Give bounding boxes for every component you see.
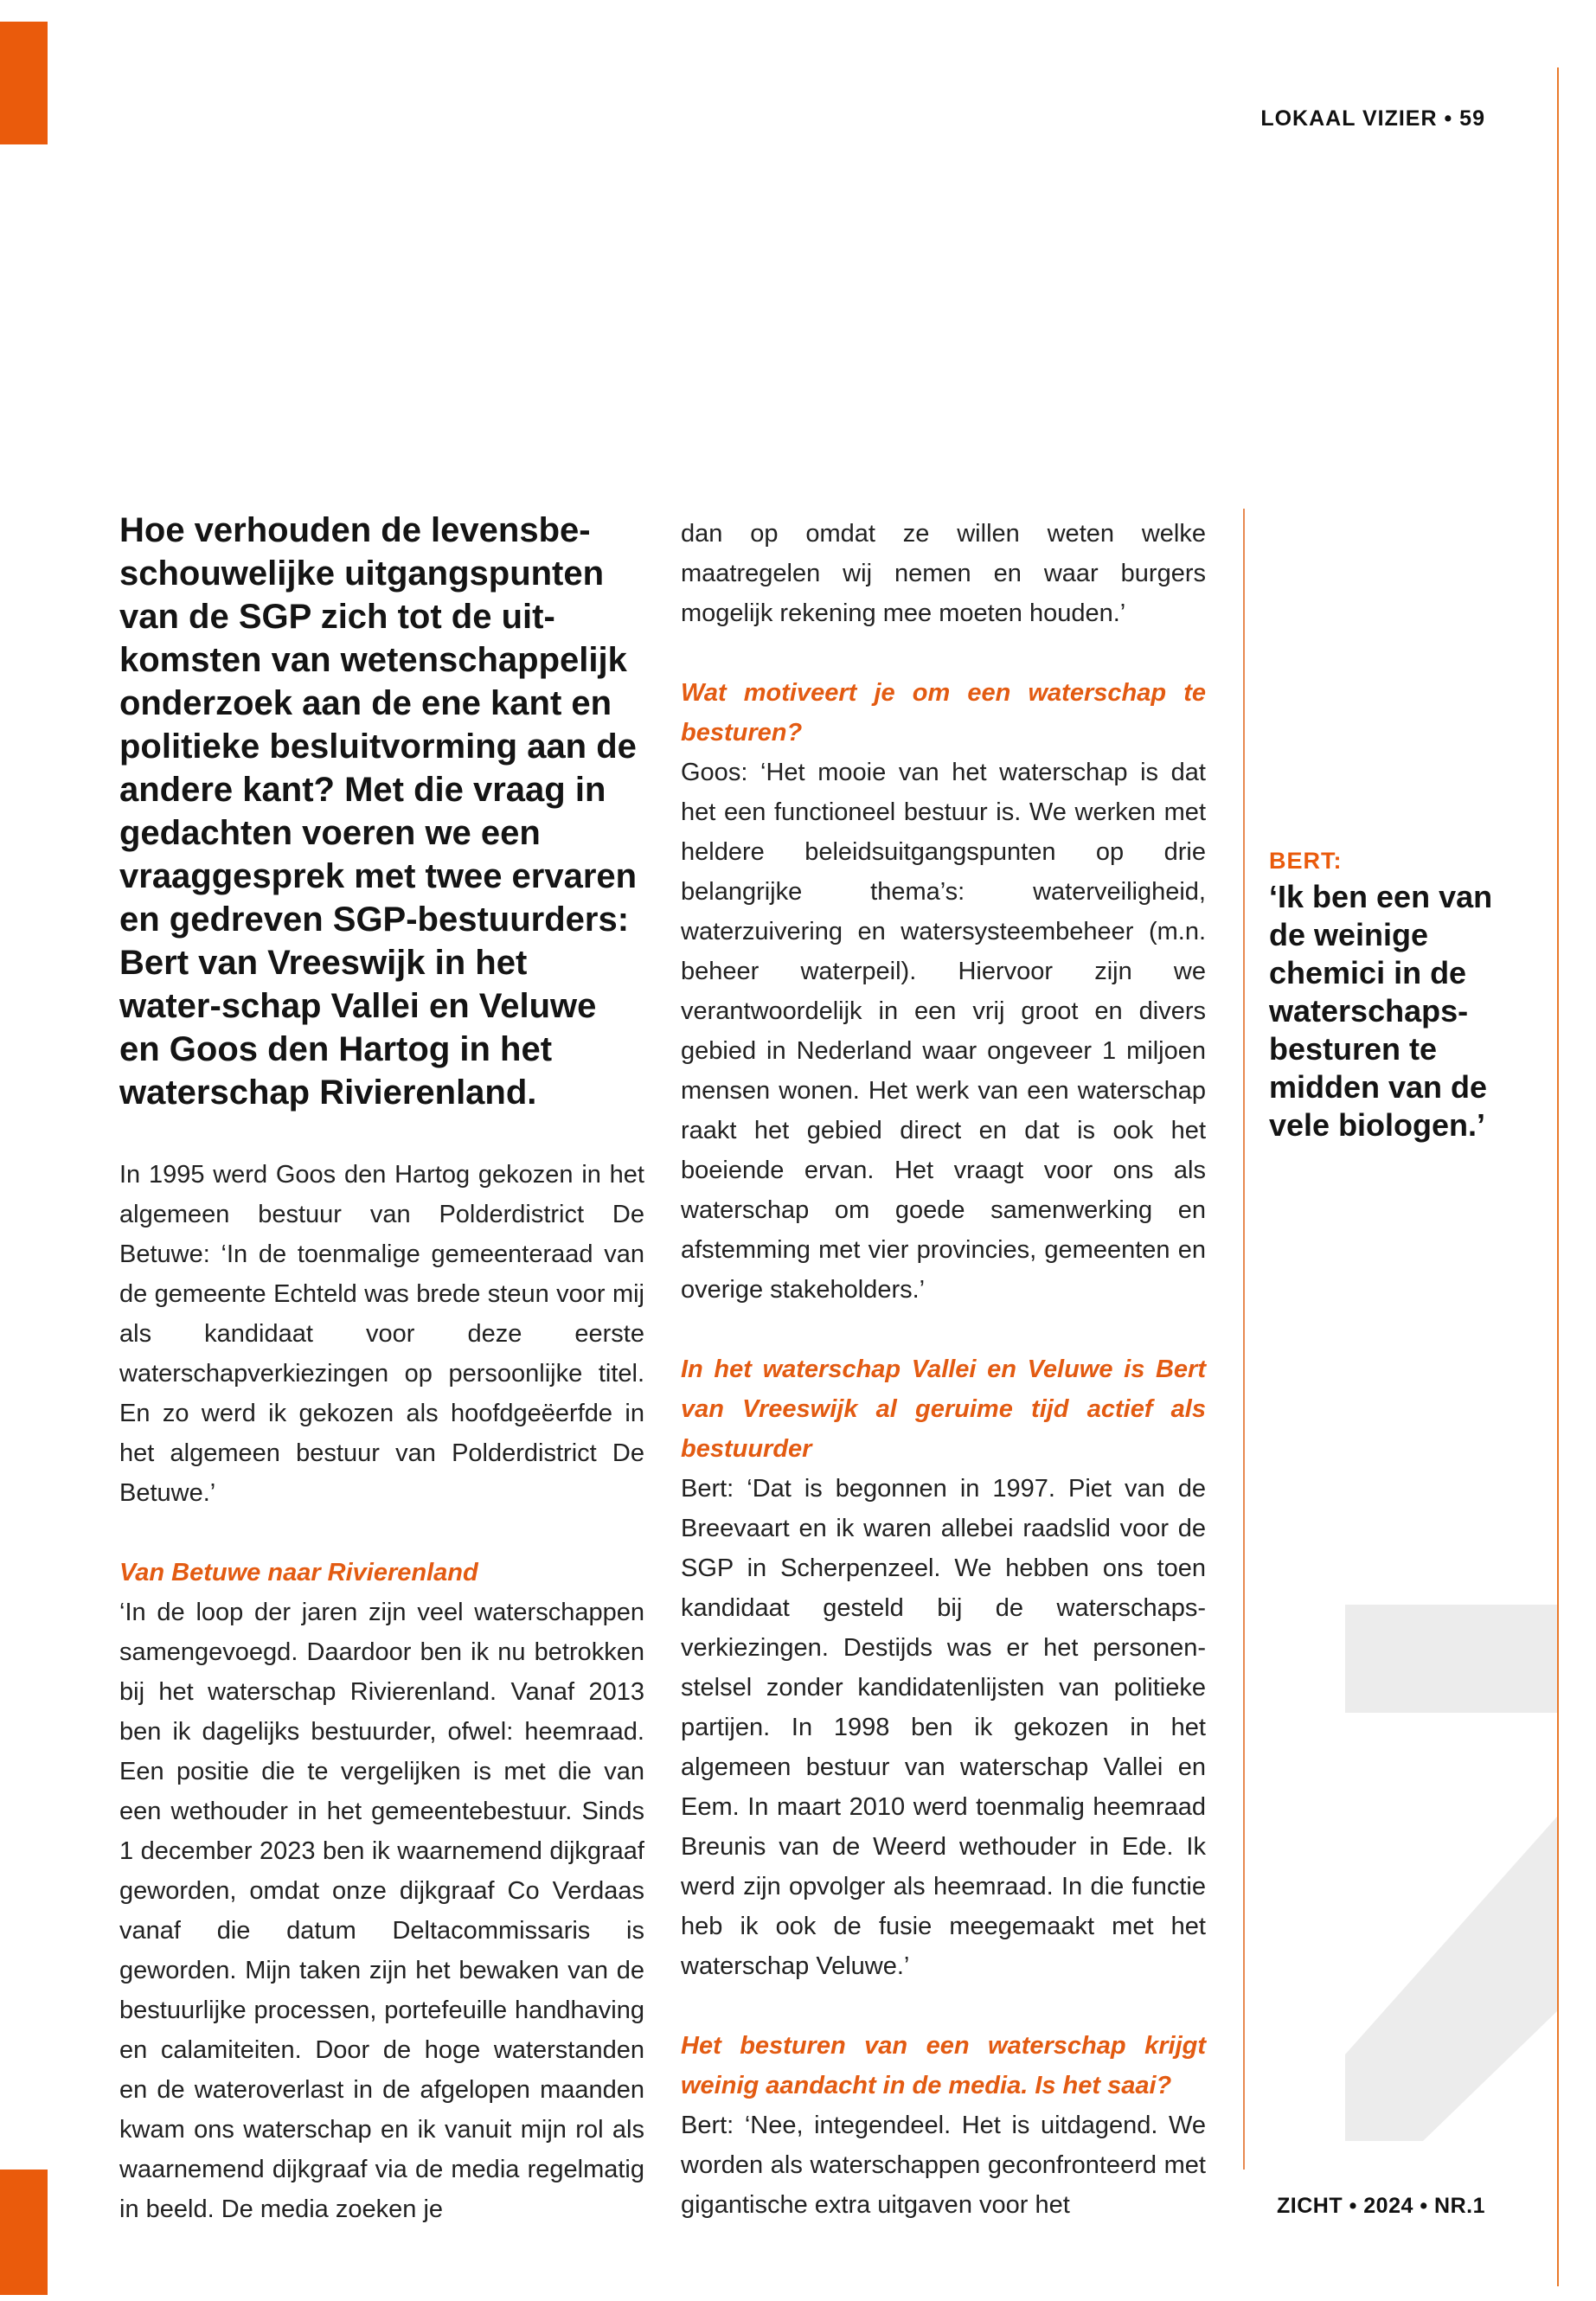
body-paragraph: Goos: ‘Het mooie van het waterschap is dat het een functioneel bestuur is. We werken met heldere beleidsuitgangspunten op drie belangrijke thema’s: waterveiligheid, waterzuivering en watersysteembeheer (m.n. beheer waterpeil). Hiervoor zijn we verantwoordelijk in een vrij groot en divers gebied in Nederland waar ongeveer 1 miljoen mensen wonen. Het werk van een waterschap raakt het gebied direct en dat is ook het boeiende ervan. Het vraagt voor ons als waterschap om goede samenwerking en afstemming met vier provincies, gemeenten en overige stakeholders.’ — [681, 759, 1206, 1304]
interview-question: In het waterschap Vallei en Veluwe is Bert van Vreeswijk al geruime tijd actief als bestuurder — [681, 1356, 1206, 1463]
pull-quote-label: BERT: — [1269, 848, 1343, 874]
body-paragraph: dan op omdat ze willen weten welke maatregelen wij nemen en waar burgers mogelijk rekening mee moeten houden.’ — [681, 520, 1206, 627]
running-foot: ZICHT • 2024 • NR.1 — [1277, 2194, 1485, 2218]
decorative-z-diagonal — [1345, 1817, 1557, 2141]
body-paragraph: ‘In de loop der jaren zijn veel waterschappen samengevoegd. Daardoor ben ik nu betrokken bij het waterschap Rivierenland. Vanaf 2013 ben ik dagelijks bestuurder, ofwel: heemraad. Een positie die te vergelijken is met die van een wethouder in het gemeentebestuur. Sinds 1 december 2023 ben ik waarnemend dijkgraaf geworden, omdat onze dijkgraaf Co Verdaas vanaf die datum Deltacommissaris is geworden. Mijn taken zijn het bewaken van de bestuurlijke processen, portefeuille handhaving en calamiteiten. Door de hoge waterstanden en de wateroverlast in de afgelopen maanden kwam ons waterschap en ik vanuit mijn rol als waarnemend dijkgraaf via de media regelmatig in beeld. De media zoeken je — [119, 1599, 644, 2223]
column-separator — [1243, 509, 1245, 2170]
body-paragraph: Bert: ‘Nee, integendeel. Het is uitdagend. We worden als waterschappen geconfronteerd met gigantische extra uitgaven voor het — [681, 2112, 1206, 2219]
article-column-1 — [119, 1155, 644, 2229]
interview-question: Wat motiveert je om een waterschap te besturen? — [681, 679, 1206, 747]
pull-quote-text: ‘Ik ben een van de weinige chemici in de waterschaps-besturen te midden van de vele biologen.’ — [1269, 879, 1493, 1143]
page-edge-rule — [1557, 67, 1559, 2286]
running-head: LOKAAL VIZIER • 59 — [1260, 106, 1485, 131]
body-paragraph: In 1995 werd Goos den Hartog gekozen in het algemeen bestuur van Polderdistrict De Betuwe: ‘In de toenmalige gemeenteraad van de gemeente Echteld was brede steun voor mij als kandidaat voor deze eerste waterschapverkiezingen op persoonlijke titel. En zo werd ik gekozen als hoofdgeëerfde in het algemeen bestuur van Polderdistrict De Betuwe.’ — [119, 1161, 644, 1507]
section-heading: Van Betuwe naar Rivierenland — [119, 1559, 478, 1586]
orange-edge-bar-top — [0, 22, 48, 144]
interview-question: Het besturen van een waterschap krijgt weinig aandacht in de media. Is het saai? — [681, 2032, 1206, 2099]
intro-paragraph: Hoe verhouden de levensbe-schouwelijke uitgangspunten van de SGP zich tot de uit-komsten van wetenschappelijk onderzoek aan de ene kant en politieke besluitvorming aan de andere kant? Met die vraag in gedachten voeren we een vraaggesprek met twee ervaren en gedreven SGP-bestuurders: Bert van Vreeswijk in het water-schap Vallei en Veluwe en Goos den Hartog in het waterschap Rivierenland. — [119, 511, 638, 1112]
orange-edge-bar-bottom — [0, 2170, 48, 2295]
body-paragraph: Bert: ‘Dat is begonnen in 1997. Piet van de Breevaart en ik waren allebei raadslid voor de SGP in Scherpenzeel. We hebben ons toen kandidaat gesteld bij de waterschaps-verkiezingen. Destijds was er het personen-stelsel zonder kandidatenlijsten van politieke partijen. In 1998 ben ik gekozen in het algemeen bestuur van waterschap Vallei en Eem. In maart 2010 werd toenmalig heemraad Breunis van de Weerd wethouder in Ede. Ik werd zijn opvolger als heemraad. In die functie heb ik ook de fusie meegemaakt met het waterschap Veluwe.’ — [681, 1475, 1206, 1980]
article-column-2 — [681, 514, 1206, 2225]
decorative-z-shape — [1345, 1605, 1557, 2141]
decorative-z-top-bar — [1345, 1605, 1557, 1713]
